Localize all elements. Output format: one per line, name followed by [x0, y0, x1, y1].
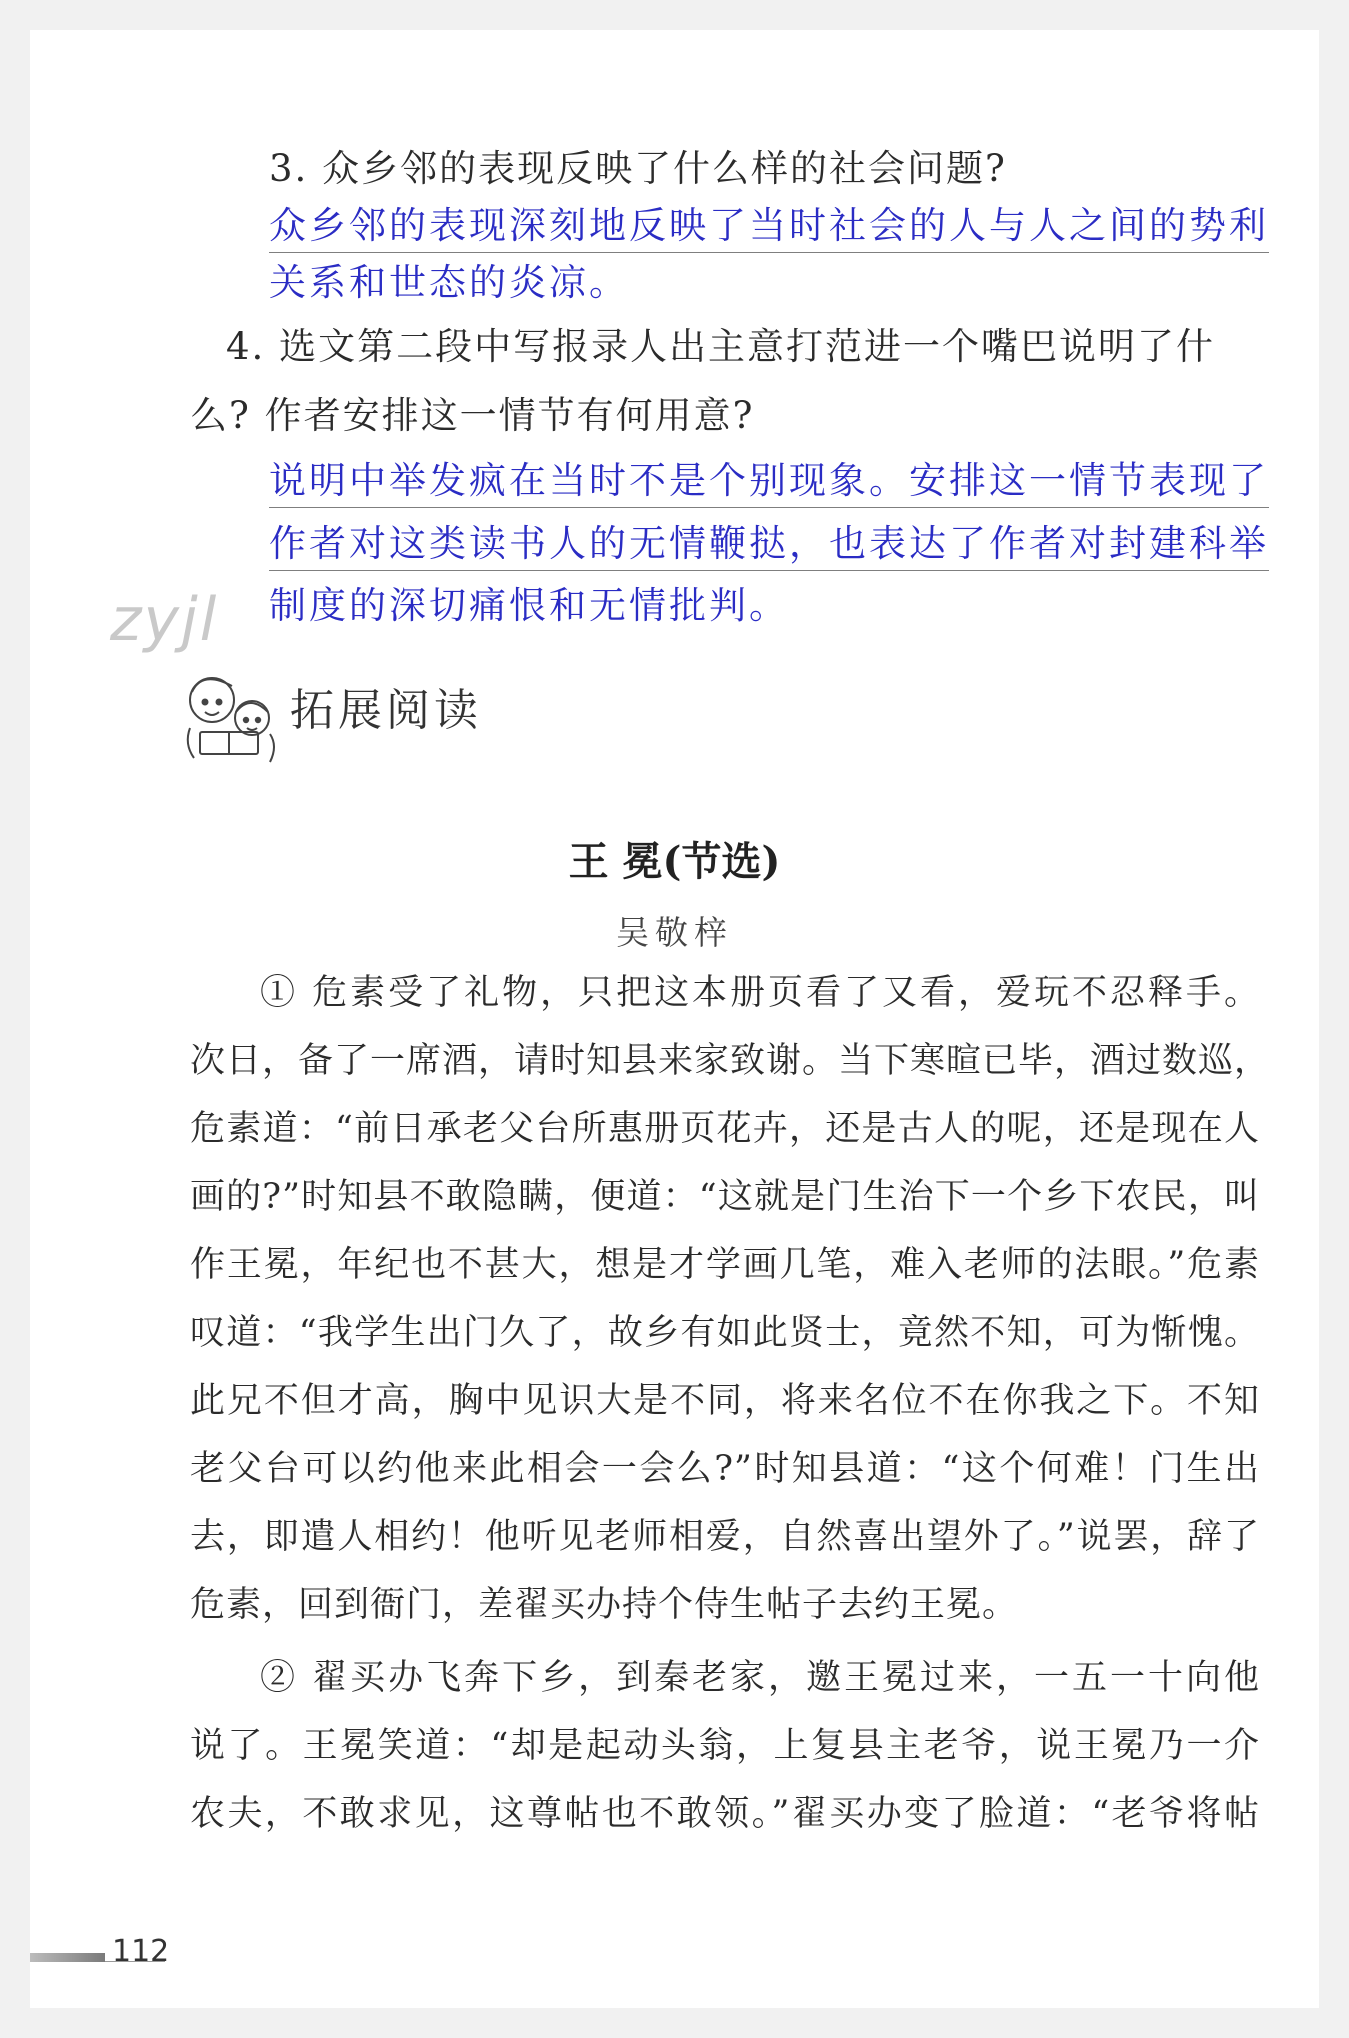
section-title: 拓展阅读	[290, 685, 482, 736]
question-3-answer-line-2: 关系和世态的炎凉。	[269, 261, 629, 304]
paragraph-line: 次日，备了一席酒，请时知县来家致谢。当下寒暄已毕，酒过数巡，	[190, 1041, 1271, 1081]
paragraph-line: ① 危素受了礼物，只把这本册页看了又看，爱玩不忍释手。	[260, 973, 1260, 1013]
paragraph-line: 作王冕，年纪也不甚大，想是才学画几笔，难入老师的法眼。”危素	[190, 1245, 1260, 1285]
question-4-prompt-line-2: 么? 作者安排这一情节有何用意?	[190, 394, 755, 437]
question-4-answer-line-3: 制度的深切痛恨和无情批判。	[269, 584, 789, 627]
question-4-answer-line-1: 说明中举发疯在当时不是个别现象。安排这一情节表现了	[269, 459, 1269, 502]
paragraph-line: 去，即遣人相约！他听见老师相爱，自然喜出望外了。”说罢，辞了	[190, 1517, 1260, 1557]
paragraph-line: ② 翟买办飞奔下乡，到秦老家，邀王冕过来，一五一十向他	[260, 1658, 1260, 1698]
question-3-prompt: 3. 众乡邻的表现反映了什么样的社会问题?	[269, 147, 1007, 190]
story-author: 吴敬梓	[616, 913, 733, 952]
paragraph-line: 危素，回到衙门，差翟买办持个侍生帖子去约王冕。	[190, 1585, 1019, 1625]
paragraph-line: 危素道：“前日承老父台所惠册页花卉，还是古人的呢，还是现在人	[190, 1109, 1260, 1149]
answer-rule	[269, 570, 1269, 571]
page-number: 112	[112, 1934, 170, 1969]
two-kids-reading-icon	[180, 660, 285, 770]
watermark: zyjl	[110, 585, 219, 655]
paragraph-line: 叹道：“我学生出门久了，故乡有如此贤士，竟然不知，可为惭愧。	[190, 1313, 1260, 1353]
paragraph-line: 此兄不但才高，胸中见识大是不同，将来名位不在你我之下。不知	[190, 1381, 1260, 1421]
paragraph-line: 说了。王冕笑道：“却是起动头翁，上复县主老爷，说王冕乃一介	[190, 1726, 1260, 1766]
story-title: 王 冕(节选)	[568, 838, 781, 885]
paragraph-line: 农夫，不敢求见，这尊帖也不敢领。”翟买办变了脸道：“老爷将帖	[190, 1794, 1260, 1834]
answer-rule	[269, 507, 1269, 508]
question-4-prompt-line-1: 4. 选文第二段中写报录人出主意打范进一个嘴巴说明了什	[226, 325, 1216, 368]
question-3-answer-line-1: 众乡邻的表现深刻地反映了当时社会的人与人之间的势利	[269, 204, 1269, 247]
footer-bar	[30, 1953, 105, 1962]
section-header	[180, 660, 540, 770]
textbook-page	[30, 30, 1319, 2008]
paragraph-line: 老父台可以约他来此相会一会么?”时知县道：“这个何难！门生出	[190, 1449, 1260, 1489]
question-4-answer-line-2: 作者对这类读书人的无情鞭挞，也表达了作者对封建科举	[269, 522, 1269, 565]
paragraph-line: 画的?”时知县不敢隐瞒，便道：“这就是门生治下一个乡下农民，叫	[190, 1177, 1260, 1217]
